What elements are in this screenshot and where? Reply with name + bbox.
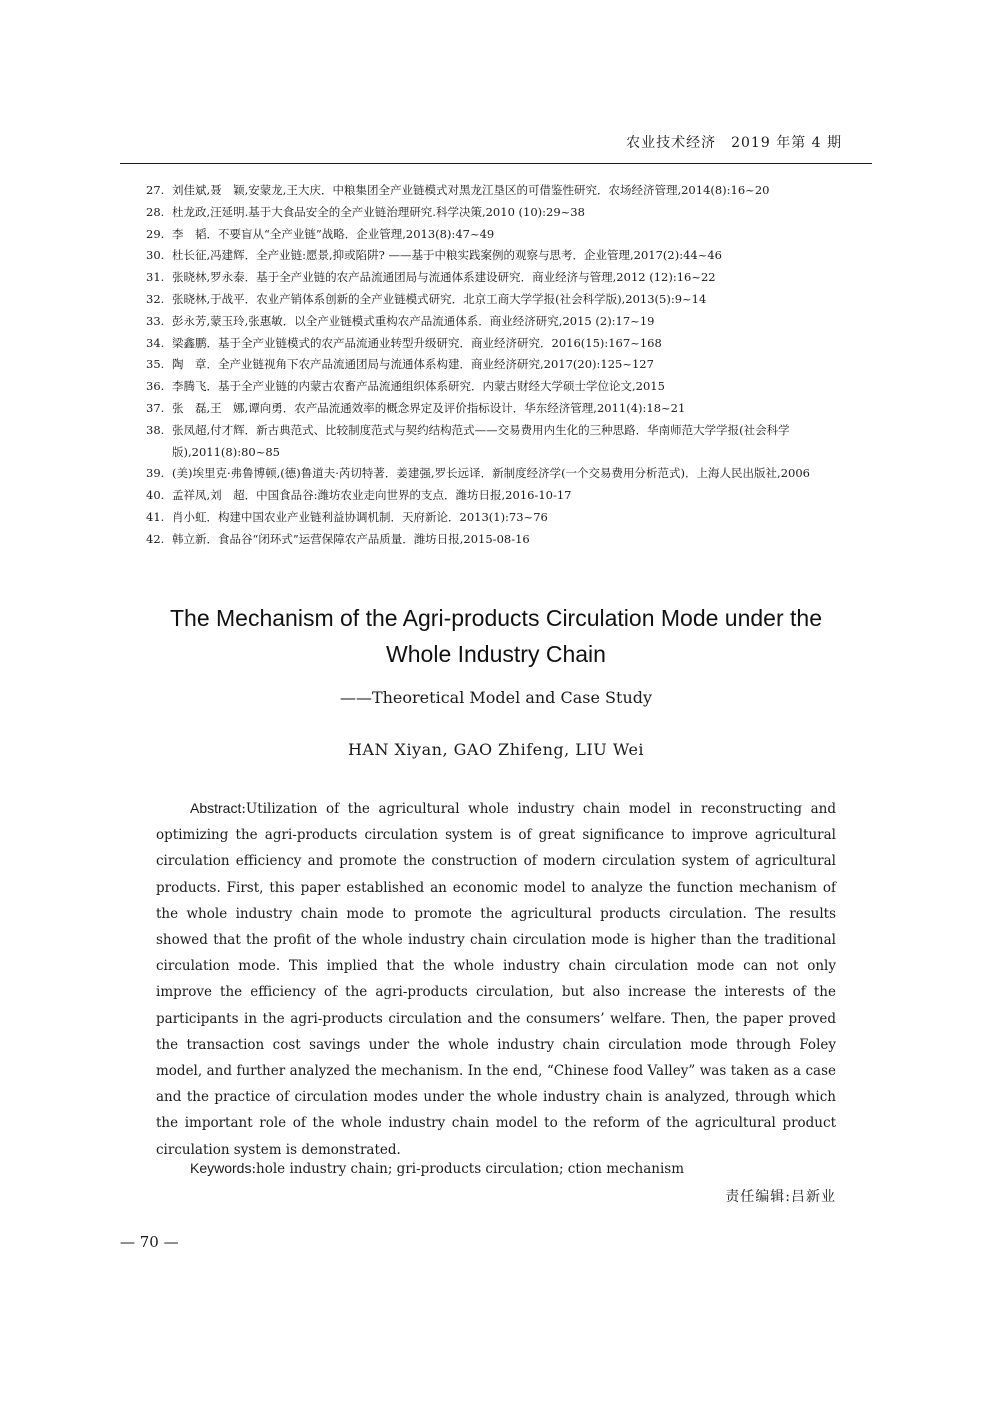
header-rule (120, 163, 872, 164)
keywords-line (190, 1160, 850, 1177)
reference-item (146, 202, 876, 224)
responsible-editor: 责任编辑:吕新业 (725, 1189, 836, 1205)
reference-item (146, 463, 876, 485)
reference-item (146, 507, 876, 529)
title-line-2: Whole Industry Chain (386, 641, 606, 667)
reference-item (146, 376, 876, 398)
article-title (120, 600, 872, 672)
reference-number: 30. (146, 248, 165, 263)
reference-number: 36. (146, 379, 165, 394)
reference-text: 刘佳斌,聂 颖,安蒙龙,王大庆．中粮集团全产业链模式对黑龙江垦区的可借鉴性研究．农场经济管理,2014(8):16~20 (172, 183, 770, 197)
reference-number: 39. (146, 466, 165, 481)
reference-item (146, 224, 876, 246)
reference-item (146, 245, 876, 267)
reference-text: 陶 章．全产业链视角下农产品流通团局与流通体系构建．商业经济研究,2017(20):125~127 (172, 357, 654, 372)
reference-number: 42. (146, 531, 165, 546)
abstract-text: Utilization of the agricultural whole industry chain model in reconstructing and optimizing the agri-products circulation system is of great significance to improve agricultural circulation efficiency and promote the construction of modern circulation system of agricultural products. First, this paper established an economic model to analyze the function mechanism of the whole industry chain mode to promote the agricultural products circulation. The results showed that the profit of the whole industry chain circulation mode is higher than the traditional circulation mode. This implied that the whole industry chain circulation mode can not only improve the efficiency of the agri-products circulation, but also increase the interests of the participants in the agri-products circulation and the consumers’ welfare. Then, the paper proved the transaction cost savings under the whole industry chain circulation mode through Foley model, and further analyzed the mechanism. In the end, “Chinese food Valley” was taken as a case and the practice of circulation modes under the whole industry chain is analyzed, through which the important role of the whole industry chain model to the reform of the agricultural product circulation system is demonstrated. (156, 801, 836, 1158)
reference-text: 孟祥凤,刘 超．中国食品谷:潍坊农业走向世界的支点．潍坊日报,2016-10-17 (172, 488, 572, 503)
reference-text: 张凤超,付才辉．新古典范式、比较制度范式与契约结构范式——交易费用内生化的三种思路．华南师范大学学报(社会科学版),2011(8):80~85 (172, 422, 790, 459)
reference-number: 32. (146, 291, 165, 306)
reference-text: (美)埃里克·弗鲁博顿,(德)鲁道夫·芮切特著．姜建强,罗长远译．新制度经济学(一个交易费用分析范式)．上海人民出版社,2006 (172, 466, 810, 481)
reference-item (146, 311, 876, 333)
abstract-label: Abstract (190, 800, 242, 816)
reference-number: 34. (146, 335, 165, 350)
reference-text: 杜龙政,汪延明.基于大食品安全的全产业链治理研究.科学决策,2010 (10):29~38 (172, 204, 585, 219)
reference-number: 40. (146, 488, 165, 503)
reference-number: 28. (146, 204, 165, 219)
reference-item (146, 398, 876, 420)
reference-number: 35. (146, 357, 165, 372)
keywords-label: Keywords (190, 1160, 252, 1176)
article-subtitle: ——Theoretical Model and Case Study (339, 688, 653, 707)
reference-item (146, 485, 876, 507)
reference-number: 41. (146, 509, 165, 524)
page-number: — 70 — (120, 1233, 179, 1251)
reference-item (146, 180, 876, 202)
reference-item (146, 354, 876, 376)
reference-item (146, 267, 876, 289)
reference-number: 27. (146, 183, 165, 197)
reference-item (146, 529, 876, 551)
reference-list (146, 180, 876, 551)
journal-header: 农业技术经济 2019 年第 4 期 (626, 135, 842, 151)
abstract-colon: : (241, 801, 246, 817)
reference-text: 梁鑫鹏．基于全产业链模式的农产品流通业转型升级研究．商业经济研究．2016(15):167~168 (172, 335, 662, 350)
reference-text: 张晓林,罗永泰．基于全产业链的农产品流通团局与流通体系建设研究．商业经济与管理,2012 (12):16~22 (172, 270, 716, 285)
reference-text: 张晓林,于战平．农业产销体系创新的全产业链模式研究．北京工商大学学报(社会科学版),2013(5):9~14 (172, 291, 707, 306)
reference-item (146, 289, 876, 311)
reference-item (146, 420, 876, 464)
reference-number: 33. (146, 313, 165, 328)
reference-text: 肖小虹．构建中国农业产业链利益协调机制．天府新论．2013(1):73~76 (172, 509, 548, 524)
reference-text: 李腾飞．基于全产业链的内蒙古农畜产品流通组织体系研究．内蒙古财经大学硕士学位论文,2015 (172, 379, 665, 394)
reference-text: 李 韬．不要盲从“全产业链”战略．企业管理,2013(8):47~49 (172, 226, 495, 241)
reference-item (146, 333, 876, 355)
reference-number: 29. (146, 226, 165, 241)
reference-number: 31. (146, 270, 165, 285)
reference-text: 张 磊,王 娜,谭向勇．农产品流通效率的概念界定及评价指标设计．华东经济管理,2011(4):18~21 (172, 400, 686, 415)
reference-text: 杜长征,冯建辉．全产业链:愿景,抑或陷阱? ——基于中粮实践案例的观察与思考．企业管理,2017(2):44~46 (172, 248, 722, 263)
article-authors: HAN Xiyan, GAO Zhifeng, LIU Wei (347, 740, 645, 759)
title-line-1: The Mechanism of the Agri-products Circulation Mode under the (170, 605, 822, 631)
reference-text: 韩立新．食品谷“闭环式”运营保障农产品质量．潍坊日报,2015-08-16 (172, 531, 530, 546)
reference-number: 38. (146, 422, 165, 437)
reference-text: 彭永芳,蒙玉玲,张惠敏．以全产业链模式重构农产品流通体系．商业经济研究,2015 (2):17~19 (172, 313, 655, 328)
abstract-paragraph (156, 795, 836, 1163)
keywords-colon: : (251, 1161, 257, 1177)
keywords-text: hole industry chain; gri-products circulation; ction mechanism (256, 1161, 685, 1177)
reference-number: 37. (146, 400, 165, 415)
